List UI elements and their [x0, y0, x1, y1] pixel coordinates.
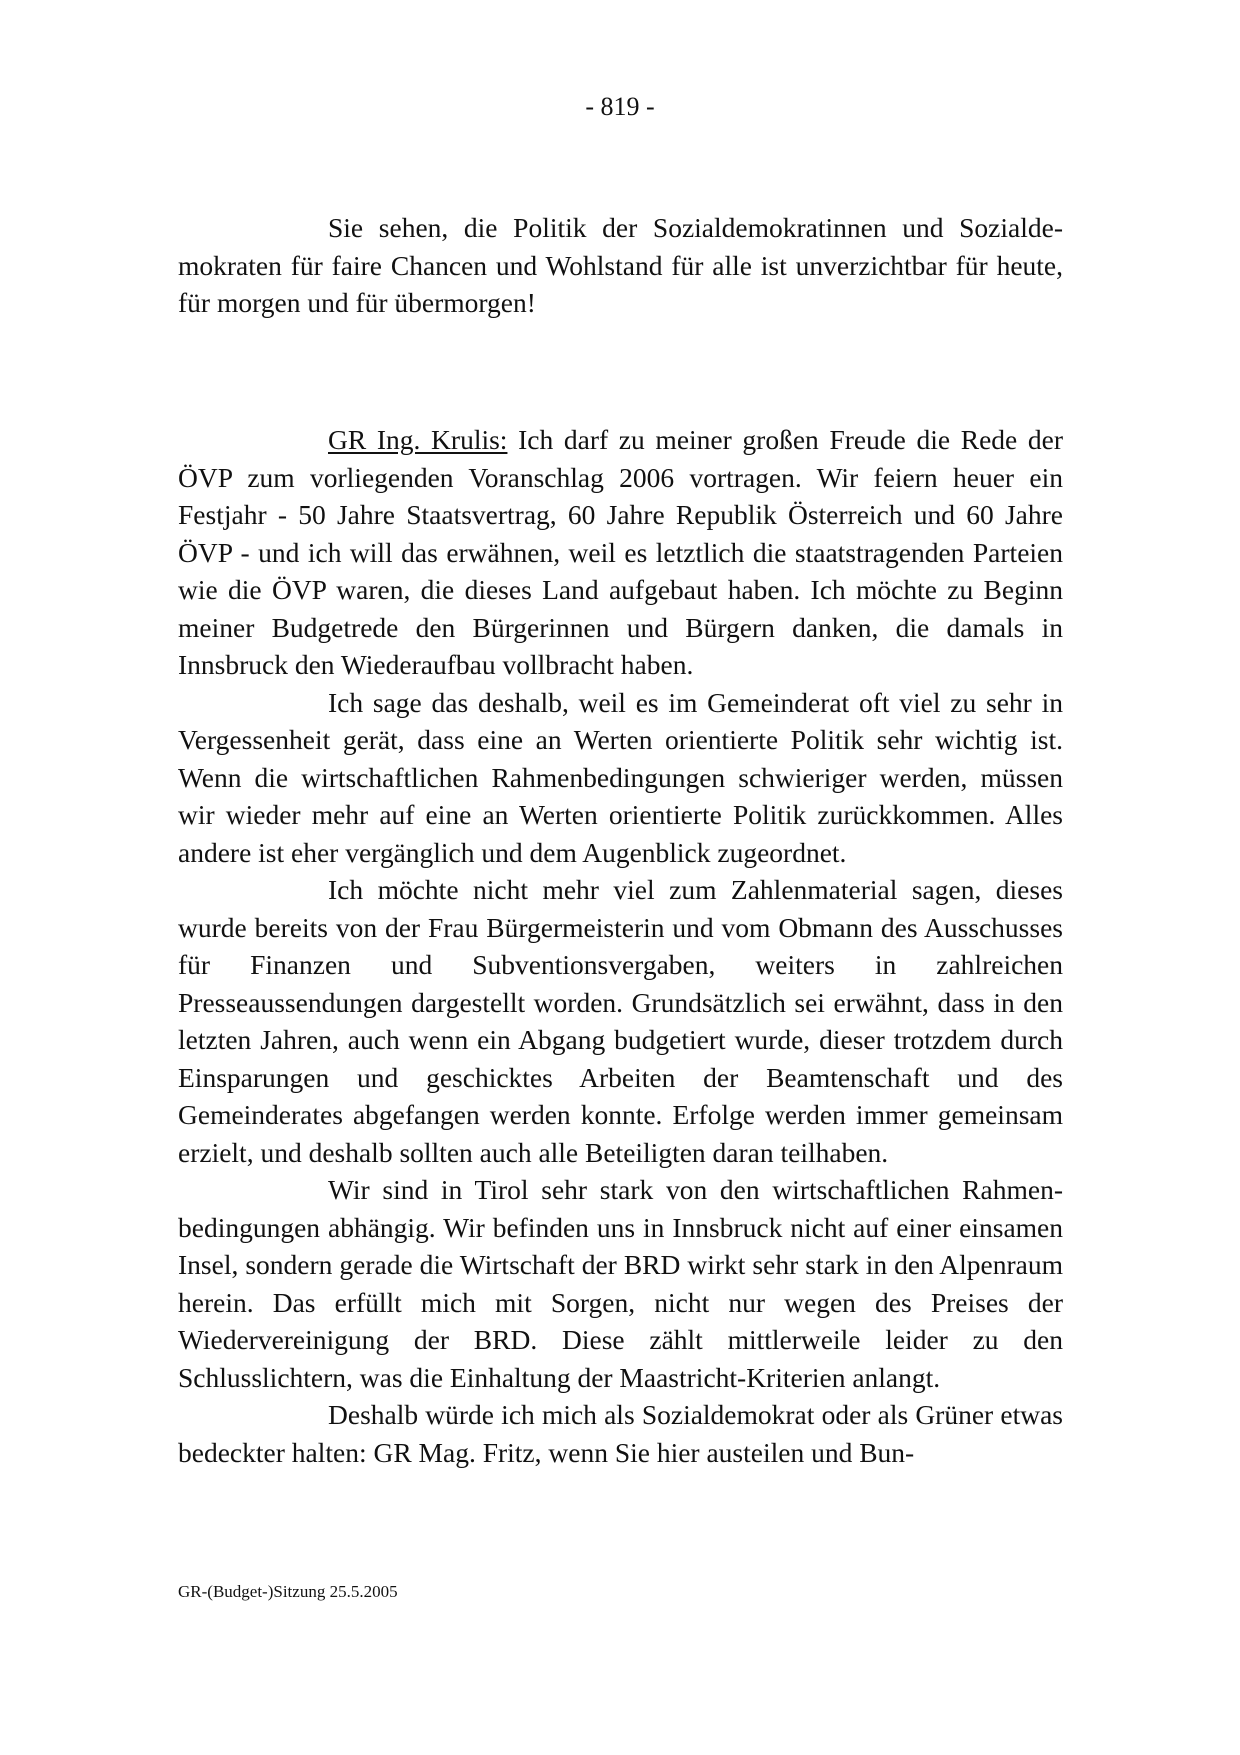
intro-paragraph: Sie sehen, die Politik der Sozialdemokratinnen und Sozialdemokraten für faire Chancen und Wohlstand für alle ist unverzichtbar für heute, für morgen und für übermorgen! [178, 212, 1063, 318]
speech-paragraph: Ich möchte nicht mehr viel zum Zahlenmaterial sagen, dieses wurde bereits von der Frau Bürgermeisterin und vom Obmann des Ausschusses für Finanzen und Subventionsvergaben, weiters in zahlreichen Presseaussendungen dargestellt worden. Grundsätzlich sei erwähnt, dass in den letzten Jahren, auch wenn ein Abgang budgetiert wurde, dieser trotzdem durch Einsparungen und geschicktes Arbeiten der Beamtenschaft und des Gemeinderates abgefangen werden konnte. Erfolge werden immer gemeinsam erzielt, und deshalb sollten auch alle Beteiligten daran teilhaben. [178, 874, 1063, 1168]
intro-section [178, 209, 1063, 322]
speech-paragraph: Deshalb würde ich mich als Sozialdemokrat oder als Grüner etwas bedeckter halten: GR Mag. Fritz, wenn Sie hier austeilen und Bun- [178, 1399, 1063, 1468]
speaker-name: GR Ing. Krulis: [328, 424, 508, 455]
page-number: - 819 - [585, 92, 655, 121]
speech-opening-paragraph [178, 421, 1063, 684]
speech-opening-text: Ich darf zu meiner großen Freude die Rede der ÖVP zum vorliegenden Voranschlag 2006 vortragen. Wir feiern heuer ein Festjahr - 50 Jahre Staatsvertrag, 60 Jahre Republik Österreich und 60 Jahre ÖVP - und ich will das erwähnen, weil es letztlich die staatstragenden Parteien wie die ÖVP waren, die dieses Land aufgebaut haben. Ich möchte zu Beginn meiner Budgetrede den Bürgerinnen und Bürgern danken, die damals in Innsbruck den Wiederaufbau vollbracht haben. [178, 424, 1064, 680]
footer-session-label: GR-(Budget-)Sitzung 25.5.2005 [178, 1582, 398, 1601]
speech-paragraph: Wir sind in Tirol sehr stark von den wirtschaftlichen Rahmenbedingungen abhängig. Wir befinden uns in Innsbruck nicht auf einer einsamen Insel, sondern gerade die Wirtschaft der BRD wirkt sehr stark in den Alpenraum herein. Das erfüllt mich mit Sorgen, nicht nur wegen des Preises der Wiedervereinigung der BRD. Diese zählt mittlerweile leider zu den Schlusslichtern, was die Einhaltung der Maastricht-Kriterien anlangt. [178, 1174, 1063, 1393]
speech-paragraph: Ich sage das deshalb, weil es im Gemeinderat oft viel zu sehr in Vergessenheit gerät, dass eine an Werten orientierte Politik sehr wichtig ist. Wenn die wirtschaftlichen Rahmenbedingungen schwieriger werden, müssen wir wieder mehr auf eine an Werten orientierte Politik zurückkommen. Alles andere ist eher vergänglich und dem Augenblick zugeordnet. [178, 686, 1063, 868]
speech-section [178, 421, 1063, 1471]
